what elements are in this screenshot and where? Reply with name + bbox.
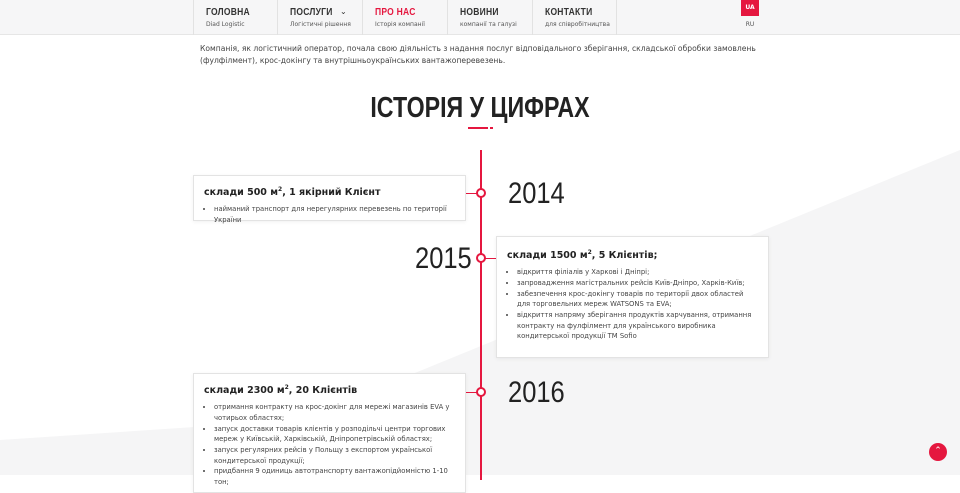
nav-item-home[interactable]	[193, 0, 278, 35]
timeline-card-2014	[193, 175, 466, 224]
nav-label: ГОЛОВНА	[206, 7, 250, 18]
list-item: • відкриття напряму зберігання продуктів харчування, отримання контракту на фулфілмент для українського виробника кондитерської продукції ТМ Sofio	[517, 310, 758, 342]
nav-sub: для співробітництва	[545, 21, 610, 28]
list-item: • запуск регулярних рейсів у Польщу з експортом української кондитерської продукції;	[214, 445, 455, 466]
nav-item-contacts[interactable]	[532, 0, 617, 35]
timeline-dot	[476, 253, 486, 263]
lang-ru-button[interactable]: RU	[745, 21, 755, 28]
year-2016: 2016	[508, 376, 565, 409]
nav-label: НОВИНИ	[460, 7, 499, 18]
card-heading: склади 2300 $м^2$, 20 Клієнтів	[204, 384, 358, 397]
intro-text: Компанія, як логістичний оператор, почала свою діяльність з надання послуг відповідального зберігання, складської обробки замовлень (фулфілмент), крос-докінгу та внутрішньоукраїнських вантажоперевезень.	[200, 44, 756, 65]
timeline-card-2016	[193, 373, 466, 493]
nav-sub: Історія компанії	[375, 21, 425, 28]
top-nav	[0, 0, 960, 35]
nav-item-services[interactable]	[277, 0, 362, 35]
timeline-card-2015	[496, 236, 769, 358]
nav-label: ПОСЛУГИ	[290, 7, 333, 18]
lang-ua-button[interactable]: UA	[741, 0, 759, 16]
nav-item-news[interactable]	[447, 0, 532, 35]
list-item: • відкриття філіалів у Харкові і Дніпрі;	[517, 267, 758, 278]
nav-item-about[interactable]	[362, 0, 447, 35]
year-2014: 2014	[508, 177, 565, 210]
timeline-dot	[476, 387, 486, 397]
title-underline	[468, 127, 488, 129]
chevron-down-icon: ⌄	[340, 7, 347, 16]
list-item: • найманий транспорт для нерегулярних перевезень по території України	[214, 204, 455, 225]
list-item: • отримання контракту на крос-докінг для мережі магазинів EVA у чотирьох областях;	[214, 402, 455, 423]
card-heading: склади 500 $м^2$, 1 якірний Клієнт	[204, 186, 381, 199]
nav-sub: Diad Logistic	[206, 21, 245, 28]
list-item: • запуск доставки товарів клієнтів у розподільчі центри торгових мереж у Київській, Харківській, Дніпропетрівській областях;	[214, 424, 455, 445]
nav-label: КОНТАКТИ	[545, 7, 593, 18]
timeline-dot	[476, 188, 486, 198]
nav-label: ПРО НАС	[375, 7, 416, 18]
nav-sub: компанії та галузі	[460, 21, 517, 28]
nav-sub: Логістичні рішення	[290, 21, 351, 28]
list-item: • запровадження магістральних рейсів Київ-Дніпро, Харків-Київ;	[517, 278, 758, 289]
timeline-line	[480, 150, 482, 480]
list-item: • придбання 9 одиниць автотранспорту вантажопідйомністю 1-10 тон;	[214, 466, 455, 487]
scroll-to-top-button[interactable]	[929, 443, 947, 461]
chevron-up-icon: ⌃	[934, 446, 942, 456]
year-2015: 2015	[415, 242, 472, 275]
list-item: • забезпечення крос-докінгу товарів по території двох областей для торговельних мереж WATSONS та EVA;	[517, 289, 758, 310]
title-underline-dot	[490, 127, 493, 129]
page-title: ІСТОРІЯ У ЦИФРАХ	[370, 92, 590, 124]
card-heading: склади 1500 $м^2$, 5 Клієнтів;	[507, 249, 658, 262]
